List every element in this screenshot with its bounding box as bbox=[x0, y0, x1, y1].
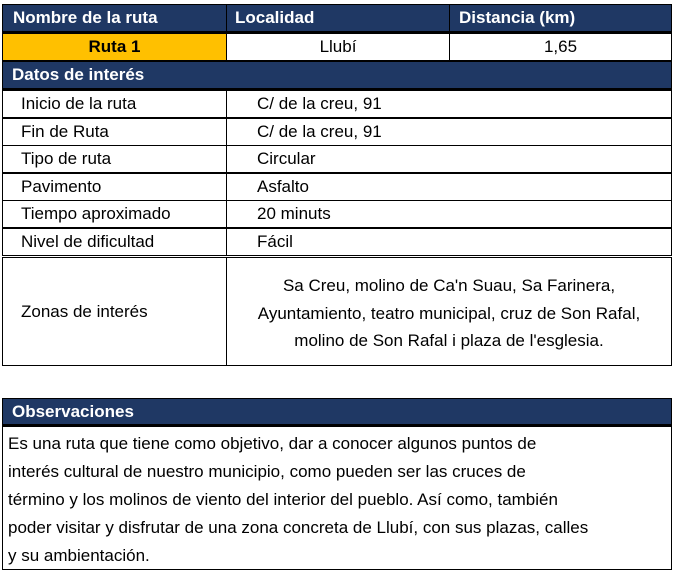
detail-label-cell bbox=[2, 118, 227, 146]
header-route-name-label: Nombre de la ruta bbox=[13, 8, 158, 27]
observations-line: Es una ruta que tiene como objetivo, dar a conocer algunos puntos de bbox=[8, 434, 537, 453]
observations-line: y su ambientación. bbox=[8, 546, 150, 565]
header-route-name bbox=[2, 4, 227, 33]
header-distance bbox=[449, 4, 672, 33]
detail-value-cell bbox=[226, 228, 672, 256]
detail-label: Nivel de dificultad bbox=[21, 231, 155, 251]
section-title: Datos de interés bbox=[12, 65, 145, 84]
detail-label-cell bbox=[2, 90, 227, 118]
detail-value-cell bbox=[226, 90, 672, 118]
detail-value-cell bbox=[226, 118, 672, 146]
detail-label-cell bbox=[2, 200, 227, 228]
route-name-cell bbox=[2, 33, 227, 61]
route-locality: Llubí bbox=[319, 37, 357, 56]
detail-label: Fin de Ruta bbox=[21, 121, 109, 141]
detail-value-cell bbox=[226, 145, 672, 173]
observations-line: término y los molinos de viento del interior del pueblo. Así como, también bbox=[8, 490, 558, 509]
route-distance: 1,65 bbox=[543, 37, 578, 56]
detail-label-cell bbox=[2, 228, 227, 256]
section-header-datos bbox=[2, 61, 672, 90]
detail-label: Tiempo aproximado bbox=[21, 204, 171, 223]
observations-header bbox=[2, 398, 672, 426]
observations-line: poder visitar y disfrutar de una zona concreta de Llubí, con sus plazas, calles bbox=[8, 518, 589, 537]
detail-value: C/ de la creu, 91 bbox=[257, 121, 382, 141]
detail-value: C/ de la creu, 91 bbox=[257, 94, 382, 113]
zones-line: Ayuntamiento, teatro municipal, cruz de Son Rafal, bbox=[257, 303, 641, 323]
route-locality-cell bbox=[226, 33, 450, 61]
observations-body bbox=[2, 426, 672, 570]
observations-title: Observaciones bbox=[12, 401, 134, 421]
detail-label: Pavimento bbox=[21, 176, 102, 196]
header-locality bbox=[226, 4, 450, 33]
detail-value: Fácil bbox=[257, 231, 293, 251]
detail-value: 20 minuts bbox=[257, 204, 331, 223]
detail-label-cell bbox=[2, 145, 227, 173]
detail-value-cell bbox=[226, 200, 672, 228]
header-locality-label: Localidad bbox=[235, 8, 315, 27]
zones-line: Sa Creu, molino de Ca'n Suau, Sa Farinera, bbox=[282, 276, 616, 295]
observations-line: interés cultural de nuestro municipio, como pueden ser las cruces de bbox=[8, 462, 526, 481]
zones-line: molino de Son Rafal i plaza de l'esglesia. bbox=[294, 331, 604, 350]
zones-label-cell bbox=[2, 257, 227, 366]
route-distance-cell bbox=[449, 33, 672, 61]
header-distance-label: Distancia (km) bbox=[459, 8, 576, 27]
detail-label: Tipo de ruta bbox=[21, 149, 112, 168]
detail-value: Circular bbox=[257, 149, 316, 168]
detail-value: Asfalto bbox=[257, 176, 309, 196]
zones-label: Zonas de interés bbox=[21, 301, 148, 321]
zones-value-cell bbox=[226, 257, 672, 366]
detail-label-cell bbox=[2, 173, 227, 201]
route-name: Ruta 1 bbox=[88, 37, 141, 56]
detail-value-cell bbox=[226, 173, 672, 201]
detail-label: Inicio de la ruta bbox=[21, 94, 137, 113]
